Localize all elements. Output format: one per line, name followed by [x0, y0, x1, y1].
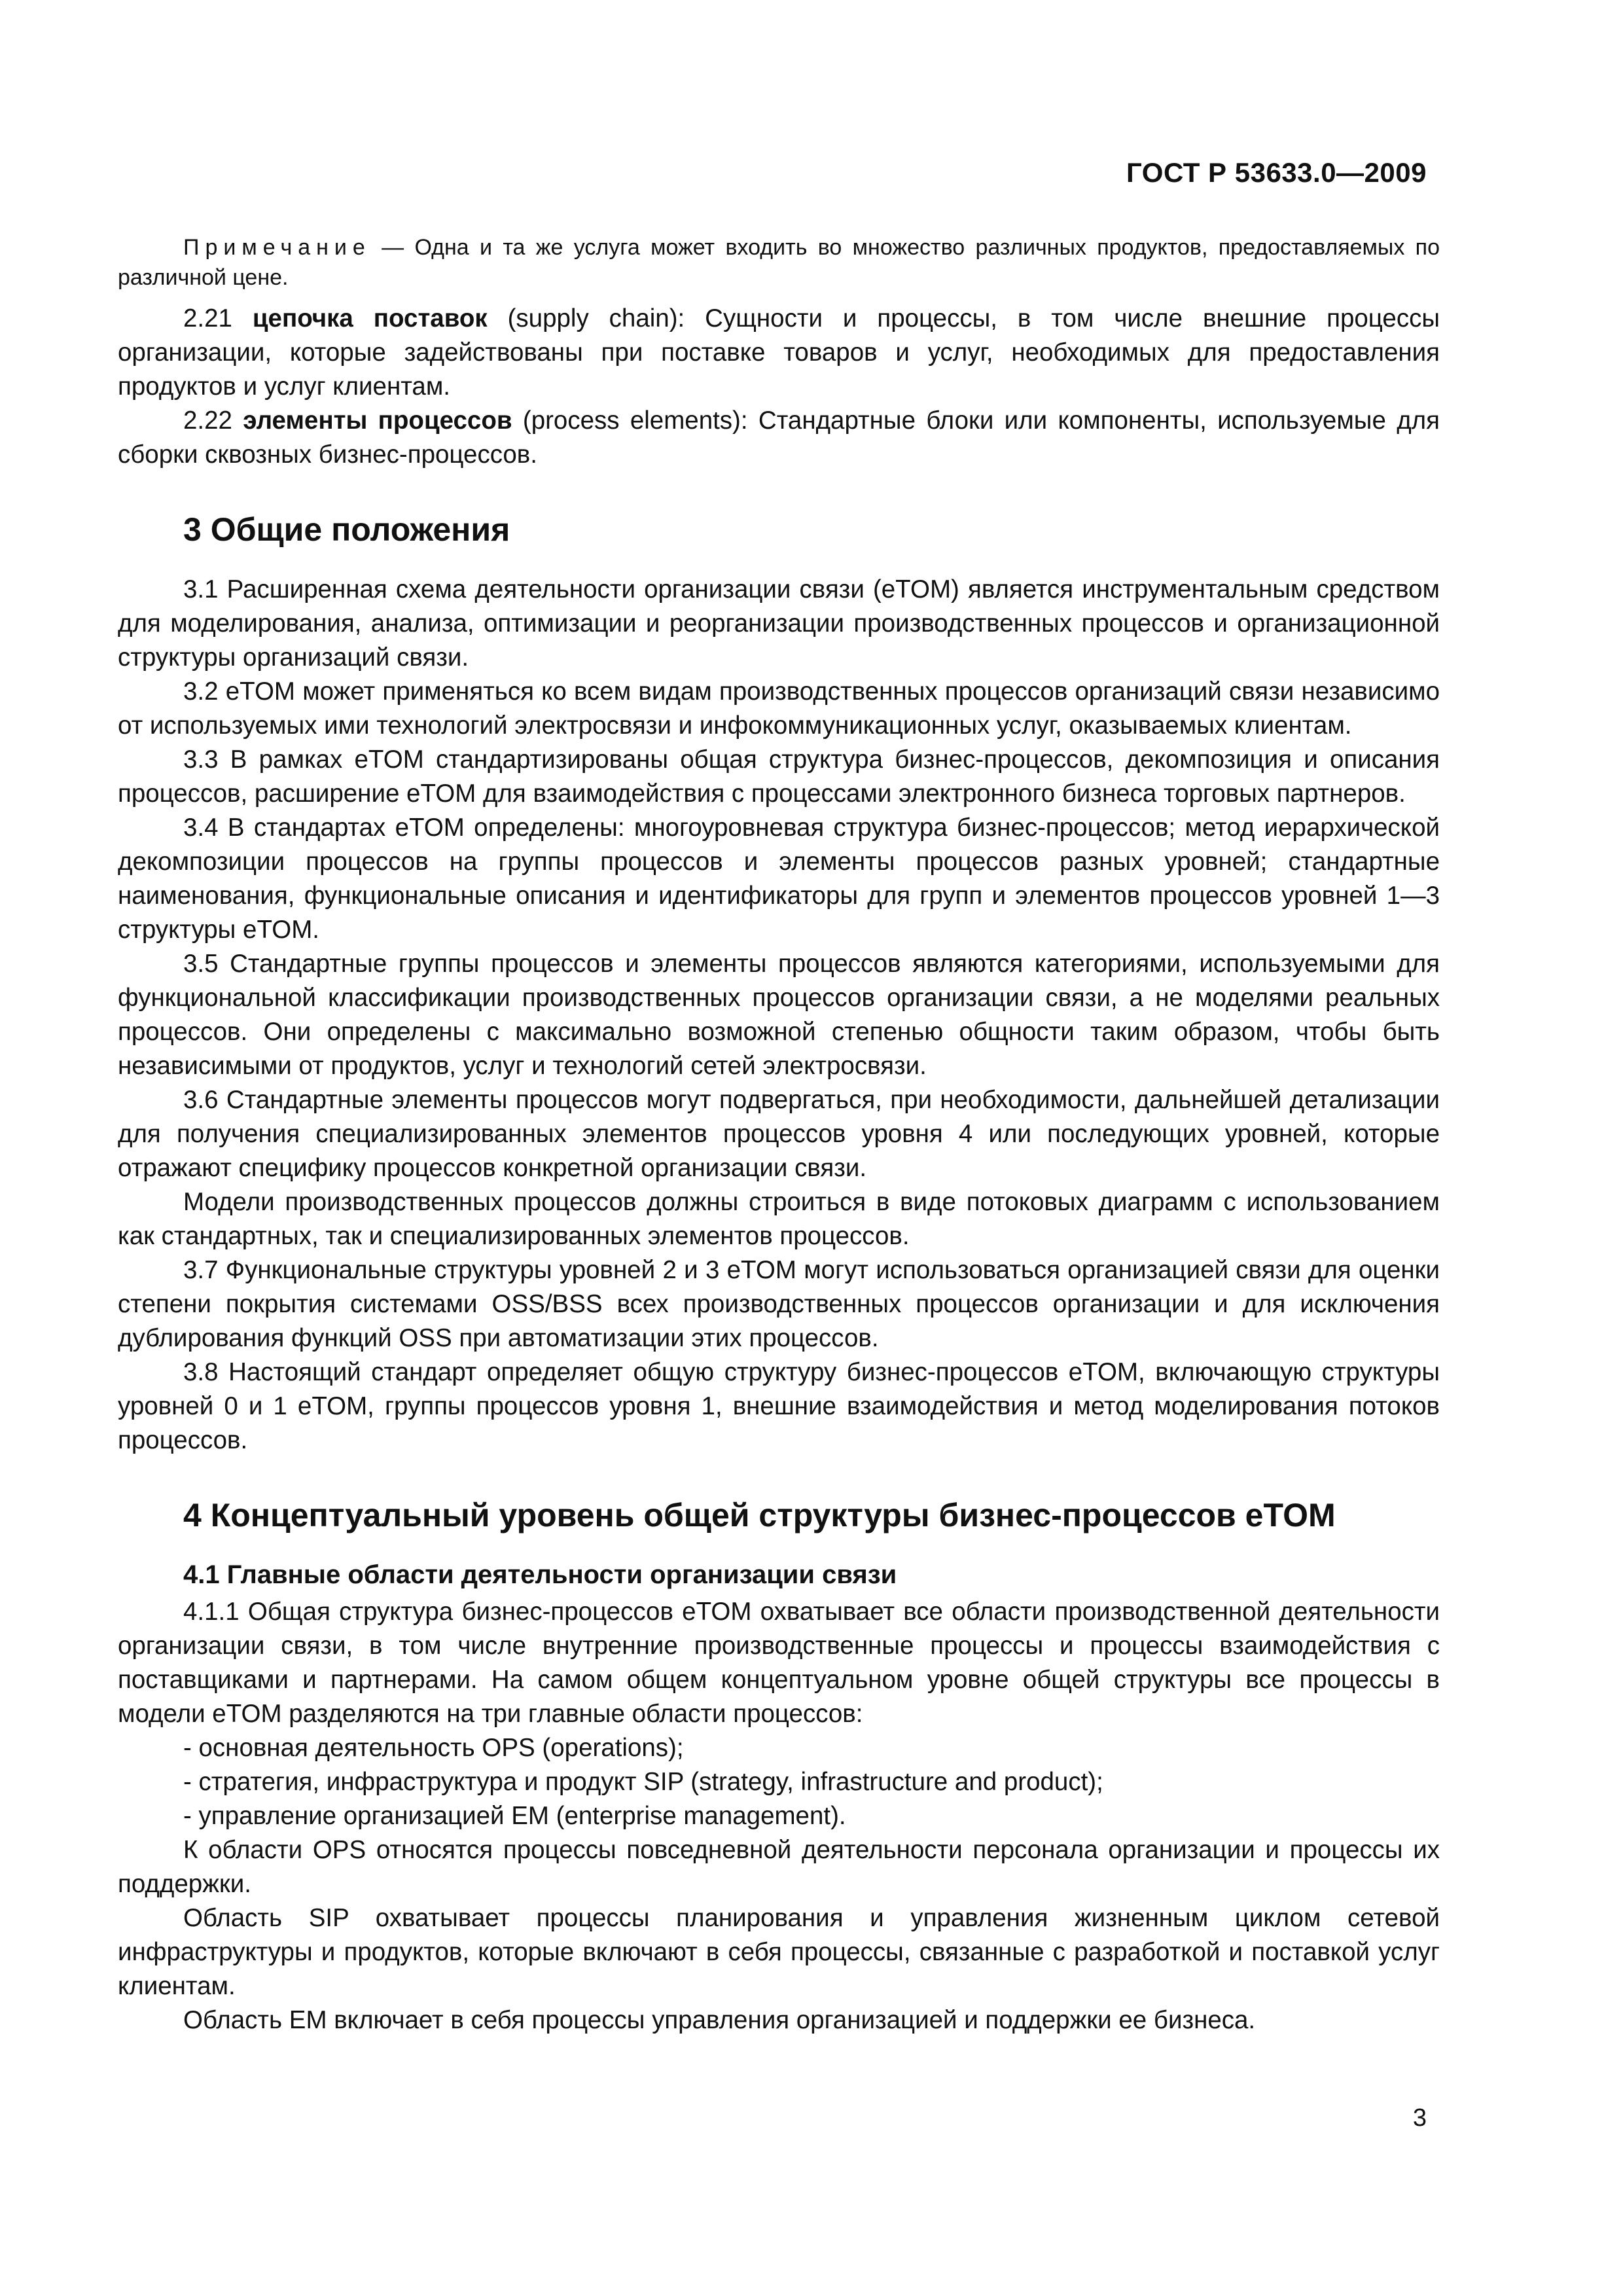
document-code: ГОСТ Р 53633.0—2009 [1126, 157, 1427, 188]
term-2-21 [118, 302, 1440, 404]
page-content [118, 232, 1440, 2037]
list-item: - управление организацией EM (enterprise management). [183, 1802, 846, 1830]
term-name: элементы процессов [243, 406, 512, 435]
paragraph-sip: Область SIP охватывает процессы планирования и управления жизненным циклом сетевой инфраструктуры и продуктов, которые включают в себя процессы, связанные с разработкой и поставкой услуг клиентам. [118, 1904, 1440, 2000]
list-item: - основная деятельность OPS (operations); [183, 1734, 684, 1762]
paragraph-3-2: 3.2 eTOM может применяться ко всем видам производственных процессов организаций связи независимо от используемых ими технологий электросвязи и инфокоммуникационных услуг, оказываемых клиентам. [118, 677, 1440, 740]
paragraph-4-1-1: 4.1.1 Общая структура бизнес-процессов eTOM охватывает все области производственной деятельности организации связи, в том числе внутренние производственные процессы и процессы взаимодействия с поставщиками и партнерами. На самом общем концептуальном уровне общей структуры все процессы в модели eTOM разделяются на три главные области процессов: [118, 1598, 1440, 1728]
term-number: 2.22 [183, 406, 243, 435]
paragraph-3-8: 3.8 Настоящий стандарт определяет общую структуру бизнес-процессов eTOM, включающую структуры уровней 0 и 1 eTOM, группы процессов уровня 1, внешние взаимодействия и метод моделирования потоков процессов. [118, 1358, 1440, 1454]
paragraph-3-3: 3.3 В рамках eTOM стандартизированы общая структура бизнес-процессов, декомпозиция и описания процессов, расширение eTOM для взаимодействия с процессами электронного бизнеса торговых партнеров. [118, 745, 1440, 808]
term-definition: (supply chain): Сущности и процессы, в том числе внешние процессы организации, которые задействованы при поставке товаров и услуг, необходимых для предоставления продуктов и услуг клиентам. [118, 304, 1440, 401]
note-text: — Одна и та же услуга может входить во множество различных продуктов, предоставляемых по различной цене. [118, 235, 1440, 290]
paragraph-3-4: 3.4 В стандартах eTOM определены: многоуровневая структура бизнес-процессов; метод иерархической декомпозиции процессов на группы процессов и элементы процессов разных уровней; стандартные наименования, функциональные описания и идентификаторы для групп и элементов процессов уровней 1—3 структуры eTOM. [118, 814, 1440, 944]
note-label: Примечание [183, 235, 371, 260]
note-paragraph [118, 232, 1440, 293]
paragraph-em: Область EM включает в себя процессы управления организацией и поддержки ее бизнеса. [183, 2006, 1256, 2034]
paragraph-3-7: 3.7 Функциональные структуры уровней 2 и 3 eTOM могут использоваться организацией связи для оценки степени покрытия системами OSS/BSS всех производственных процессов организации и для исключения дублирования функций OSS при автоматизации этих процессов. [118, 1256, 1440, 1352]
paragraph-3-6: 3.6 Стандартные элементы процессов могут подвергаться, при необходимости, дальнейшей детализации для получения специализированных элементов процессов уровня 4 или последующих уровней, которые отражают специфику процессов конкретной организации связи. [118, 1086, 1440, 1182]
term-name: цепочка поставок [252, 304, 488, 332]
paragraph-ops: К области OPS относятся процессы повседневной деятельности персонала организации и процессы их поддержки. [118, 1836, 1440, 1898]
section-4-heading: 4 Концептуальный уровень общей структуры бизнес-процессов eTOM [183, 1497, 1336, 1534]
section-3-heading: 3 Общие положения [183, 511, 510, 548]
list-item: - стратегия, инфраструктура и продукт SIP (strategy, infrastructure and product); [183, 1768, 1103, 1796]
term-definition: (process elements): Стандартные блоки или компоненты, используемые для сборки сквозных бизнес-процессов. [118, 406, 1440, 469]
paragraph-3-5: 3.5 Стандартные группы процессов и элементы процессов являются категориями, используемыми для функциональной классификации производственных процессов организации связи, а не моделями реальных процессов. Они определены с максимально возможной степенью общности таким образом, чтобы быть независимыми от продуктов, услуг и технологий сетей электросвязи. [118, 950, 1440, 1080]
paragraph-3-1: 3.1 Расширенная схема деятельности организации связи (eTOM) является инструментальным средством для моделирования, анализа, оптимизации и реорганизации производственных процессов и организационной структуры организаций связи. [118, 575, 1440, 672]
term-2-22 [118, 404, 1440, 472]
paragraph-3-6-models: Модели производственных процессов должны строиться в виде потоковых диаграмм с использованием как стандартных, так и специализированных элементов процессов. [118, 1188, 1440, 1250]
page-number: 3 [1412, 2104, 1427, 2132]
term-number: 2.21 [183, 304, 253, 332]
subsection-4-1-heading: 4.1 Главные области деятельности организации связи [183, 1560, 897, 1589]
